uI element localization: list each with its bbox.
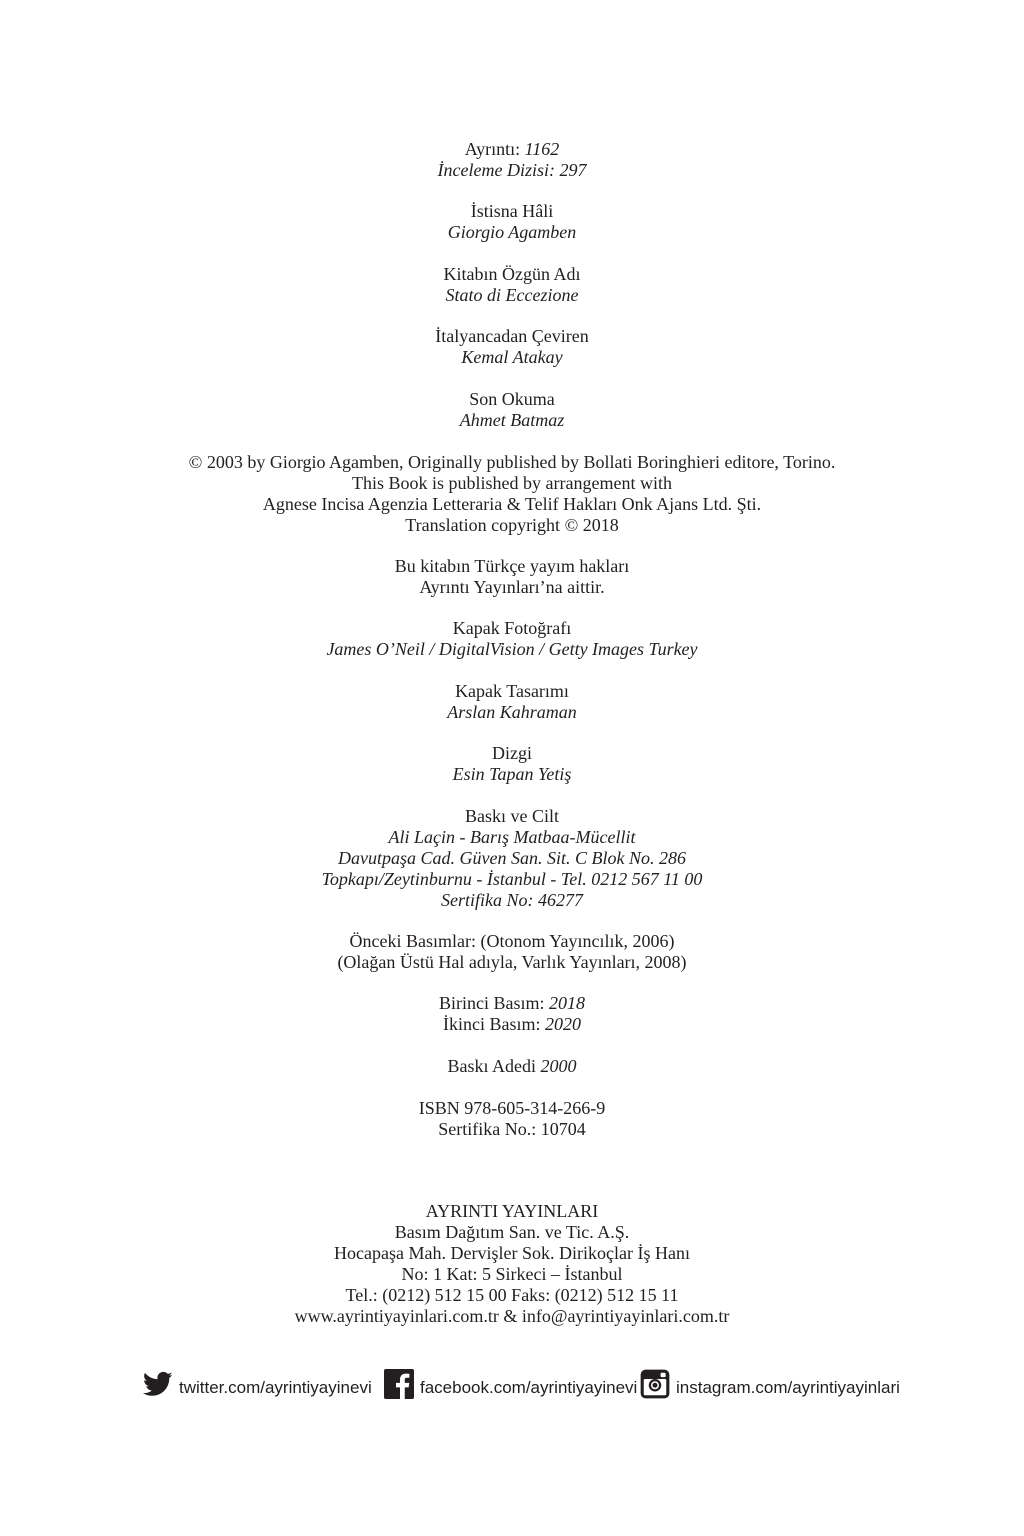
print-run [0, 1056, 1024, 1077]
twitter-icon [143, 1369, 173, 1399]
publisher-name: AYRINTI YAYINLARI [425, 1201, 599, 1221]
first-edition-year: 2018 [549, 993, 585, 1013]
instagram-handle: instagram.com/ayrintiyayinlari [676, 1378, 900, 1397]
publisher-address: Hocapaşa Mah. Dervişler Sok. Dirikoçlar İş Hanı [334, 1243, 690, 1263]
copyright-line: This Book is published by arrangement with [352, 473, 672, 493]
certificate-number: Sertifika No.: 10704 [438, 1119, 586, 1139]
copyright-line: © 2003 by Giorgio Agamben, Originally published by Bollati Boringhieri editore, Torino. [188, 452, 836, 472]
series-info [0, 139, 1024, 181]
translator-label: İtalyancadan Çeviren [435, 326, 589, 346]
print-run-label: Baskı Adedi [447, 1056, 541, 1076]
twitter-handle: twitter.com/ayrintiyayinevi [179, 1378, 372, 1397]
print-run-value: 2000 [540, 1056, 577, 1076]
second-edition-year: 2020 [545, 1014, 581, 1034]
book-title-block [0, 201, 1024, 243]
previous-editions-line: Önceki Basımlar: (Otonom Yayıncılık, 2006) [349, 931, 675, 951]
cover-photo-credit: James O’Neil / DigitalVision / Getty Images Turkey [326, 639, 698, 659]
previous-editions-line: (Olağan Üstü Hal adıyla, Varlık Yayınları, 2008) [337, 952, 687, 972]
original-title-label: Kitabın Özgün Adı [443, 264, 581, 284]
second-edition-label: İkinci Basım: [443, 1014, 545, 1034]
publisher-phone: Tel.: (0212) 512 15 00 Faks: (0212) 512 15 11 [345, 1285, 679, 1305]
proofreading-label: Son Okuma [469, 389, 555, 409]
previous-editions-block [0, 931, 1024, 973]
sub-series: İnceleme Dizisi: 297 [437, 160, 587, 180]
first-edition-label: Birinci Basım: [439, 993, 549, 1013]
editions-block [0, 993, 1024, 1035]
rights-block [0, 556, 1024, 598]
publisher-block [0, 1201, 1024, 1327]
copyright-line: Agnese Incisa Agenzia Letteraria & Telif Hakları Onk Ajans Ltd. Şti. [262, 494, 762, 514]
series-number: 1162 [524, 139, 560, 159]
typesetting-label: Dizgi [492, 743, 532, 763]
printing-label: Baskı ve Cilt [465, 806, 559, 826]
facebook-handle: facebook.com/ayrintiyayinevi [420, 1378, 638, 1397]
typesetter: Esin Tapan Yetiş [452, 764, 572, 784]
facebook-icon [384, 1369, 414, 1399]
first-edition [0, 993, 1024, 1014]
instagram-link[interactable] [640, 1366, 900, 1402]
cover-design-block [0, 681, 1024, 723]
book-author: Giorgio Agamben [447, 222, 577, 242]
second-edition [0, 1014, 1024, 1035]
series-line [0, 139, 1024, 160]
facebook-link[interactable] [384, 1366, 637, 1402]
copyright-line: Translation copyright © 2018 [405, 515, 619, 535]
original-title: Stato di Eccezione [445, 285, 579, 305]
publisher-web: www.ayrintiyayinlari.com.tr & info@ayrintiyayinlari.com.tr [294, 1306, 730, 1326]
printer-name: Ali Laçin - Barış Matbaa-Mücellit [388, 827, 636, 847]
series-label: Ayrıntı: [464, 139, 525, 159]
isbn-block [0, 1098, 1024, 1140]
printer-address: Topkapı/Zeytinburnu - İstanbul - Tel. 0212 567 11 00 [321, 869, 703, 889]
isbn: ISBN 978-605-314-266-9 [418, 1098, 606, 1118]
cover-photo-block [0, 618, 1024, 660]
original-title-block [0, 264, 1024, 306]
instagram-icon [640, 1369, 670, 1399]
rights-line: Bu kitabın Türkçe yayım hakları [394, 556, 630, 576]
printing-block [0, 806, 1024, 911]
printer-address: Davutpaşa Cad. Güven San. Sit. C Blok No. 286 [338, 848, 686, 868]
printer-certificate: Sertifika No: 46277 [441, 890, 583, 910]
cover-photo-label: Kapak Fotoğrafı [452, 618, 572, 638]
typesetting-block [0, 743, 1024, 785]
cover-design-label: Kapak Tasarımı [455, 681, 569, 701]
proofreading-name: Ahmet Batmaz [459, 410, 565, 430]
publisher-line: Basım Dağıtım San. ve Tic. A.Ş. [394, 1222, 630, 1242]
copyright-block [0, 452, 1024, 536]
twitter-link[interactable] [143, 1366, 372, 1402]
proofreading-block [0, 389, 1024, 431]
translator-name: Kemal Atakay [461, 347, 563, 367]
publisher-address: No: 1 Kat: 5 Sirkeci – İstanbul [401, 1264, 623, 1284]
book-title: İstisna Hâli [470, 201, 554, 221]
social-links [0, 1366, 1024, 1406]
print-run-block [0, 1056, 1024, 1077]
rights-line: Ayrıntı Yayınları’na aittir. [419, 577, 605, 597]
translator-block [0, 326, 1024, 368]
cover-designer: Arslan Kahraman [447, 702, 577, 722]
